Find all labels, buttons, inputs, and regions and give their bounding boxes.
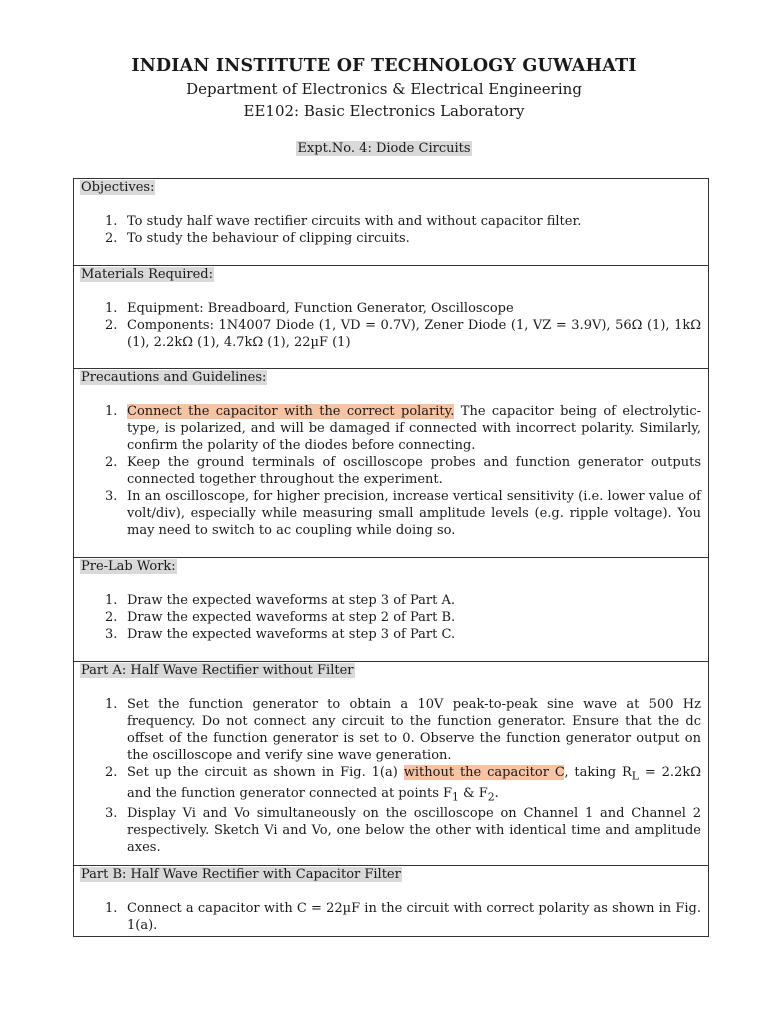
partB-title [80, 866, 402, 883]
department-name: Department of Electronics & Electrical Engineering [186, 80, 582, 98]
partA-list [74, 696, 708, 856]
list-item: 2. Components: 1N4007 Diode (1, VD = 0.7V), Zener Diode (1, VZ = 3.9V), 56Ω (1), 1kΩ (1), 2.2kΩ (1), 4.7kΩ (1), 22µF (1) [105, 318, 701, 350]
partB-list [74, 900, 708, 934]
subscript: L [631, 769, 639, 783]
list-item-text: Draw the expected waveforms at step 2 of Part B. [127, 610, 456, 625]
list-item-text: Draw the expected waveforms at step 3 of Part A. [127, 593, 455, 608]
list-item-text: Display Vi and Vo simultaneously on the oscilloscope on Channel 1 and Channel 2 respectively. Sketch Vi and Vo, one below the other with identical time and amplitude axes. [127, 806, 701, 856]
list-item: 3. Draw the expected waveforms at step 3 of Part C. [105, 627, 456, 642]
list-item-text: To study the behaviour of clipping circuits. [127, 231, 410, 246]
list-item-text: . [494, 785, 499, 801]
list-item: 2. Set up the circuit as shown in Fig. 1(a) without the capacitor C, taking $R_L = 2.2k\Omega$ and the function generator connected at points $F_1$ & $F_2$. [105, 765, 701, 804]
subscript: 2 [487, 790, 495, 804]
list-item-text: Set the function generator to obtain a 10V peak-to-peak sine wave at 500 Hz frequency. Do not connect any circuit to the function generator. Ensure that the dc offset of the function generator is set to 0. Observe the function generator output on the oscilloscope and verify sine wave generation. [127, 697, 701, 763]
list-item: 1. Set the function generator to obtain a 10V peak-to-peak sine wave at 500 Hz frequency. Do not connect any circuit to the function generator. Ensure that the dc offset of the function generator is set to 0. Observe the function generator output on the oscilloscope and verify sine wave generation. [105, 697, 701, 763]
list-item: 1. Connect the capacitor with the correct polarity. The capacitor being of electrolytic-type, is polarized, and will be damaged if connected with incorrect polarity. Similarly, confirm the polarity of the diodes before connecting. [105, 404, 702, 453]
precautions-list [74, 403, 708, 539]
list-item-text: = 2.2kΩ and the function generator connected at points F [127, 765, 701, 801]
prelab-list [74, 592, 708, 643]
materials-title-text: Materials Required: [81, 267, 214, 282]
list-item: 3. In an oscilloscope, for higher precision, increase vertical sensitivity (i.e. lower value of volt/div), especially while measuring small amplitude levels (e.g. ripple voltage). You may need to switch to ac coupling while doing so. [105, 489, 701, 538]
list-item-text: Set up the circuit as shown in Fig. 1(a) [127, 765, 404, 780]
list-item-text: The capacitor being of electrolytic-type, is polarized, and will be damaged if connected with incorrect polarity. Similarly, confirm the polarity of the diodes before connecting. [127, 404, 702, 453]
partA-title [80, 662, 355, 679]
highlighted-text: Connect the capacitor with the correct polarity. [127, 404, 455, 419]
objectives-list [74, 213, 708, 247]
list-item: 2. Draw the expected waveforms at step 2 of Part B. [105, 610, 456, 625]
list-item: 2. To study the behaviour of clipping circuits. [105, 231, 410, 246]
prelab-title [80, 558, 177, 575]
experiment-title-text: Expt.No. 4: Diode Circuits [297, 141, 471, 156]
institute-name: INDIAN INSTITUTE OF TECHNOLOGY GUWAHATI [131, 56, 637, 76]
list-item-text: Equipment: Breadboard, Function Generator, Oscilloscope [127, 301, 514, 316]
experiment-title [0, 141, 768, 156]
list-item-text: , taking R [564, 765, 632, 780]
list-item: 1. To study half wave rectifier circuits with and without capacitor filter. [105, 214, 582, 229]
objectives-title-text: Objectives: [81, 180, 155, 195]
materials-title [80, 266, 214, 283]
precautions-title [80, 369, 267, 386]
highlighted-text: without the capacitor C [403, 765, 565, 780]
list-item: 3. Display Vi and Vo simultaneously on the oscilloscope on Channel 1 and Channel 2 respectively. Sketch Vi and Vo, one below the other with identical time and amplitude axes. [105, 806, 701, 856]
partB-title-text: Part B: Half Wave Rectifier with Capacitor Filter [81, 867, 401, 882]
partA-title-text: Part A: Half Wave Rectifier without Filter [81, 663, 354, 678]
precautions-title-text: Precautions and Guidelines: [81, 370, 267, 385]
course-title: EE102: Basic Electronics Laboratory [243, 102, 525, 120]
list-item-text: Keep the ground terminals of oscilloscope probes and function generator outputs connected together throughout the experiment. [127, 455, 701, 487]
list-item: 1. Equipment: Breadboard, Function Generator, Oscilloscope [105, 301, 514, 316]
list-item-text: Connect a capacitor with C = 22µF in the circuit with correct polarity as shown in Fig. 1(a). [127, 901, 701, 933]
subscript: 1 [452, 790, 459, 804]
list-item-text: Components: 1N4007 Diode (1, VD = 0.7V), Zener Diode (1, VZ = 3.9V), 56Ω (1), 1kΩ (1), 2.2kΩ (1), 4.7kΩ (1), 22µF (1) [127, 318, 701, 350]
objectives-title [80, 179, 155, 196]
list-item-text: In an oscilloscope, for higher precision, increase vertical sensitivity (i.e. lower value of volt/div), especially while measuring small amplitude levels (e.g. ripple voltage). You may need to switch to ac coupling while doing so. [127, 489, 701, 538]
prelab-title-text: Pre-Lab Work: [81, 559, 176, 574]
list-item: 1. Connect a capacitor with C = 22µF in the circuit with correct polarity as shown in Fig. 1(a). [105, 901, 701, 933]
list-item-text: Draw the expected waveforms at step 3 of Part C. [127, 627, 456, 642]
materials-list [74, 300, 708, 351]
list-item: 1. Draw the expected waveforms at step 3 of Part A. [105, 593, 455, 608]
list-item-text: To study half wave rectifier circuits with and without capacitor filter. [127, 214, 582, 229]
list-item: 2. Keep the ground terminals of oscilloscope probes and function generator outputs connected together throughout the experiment. [105, 455, 701, 487]
content-table [73, 178, 709, 937]
list-item-text: & F [458, 785, 488, 801]
